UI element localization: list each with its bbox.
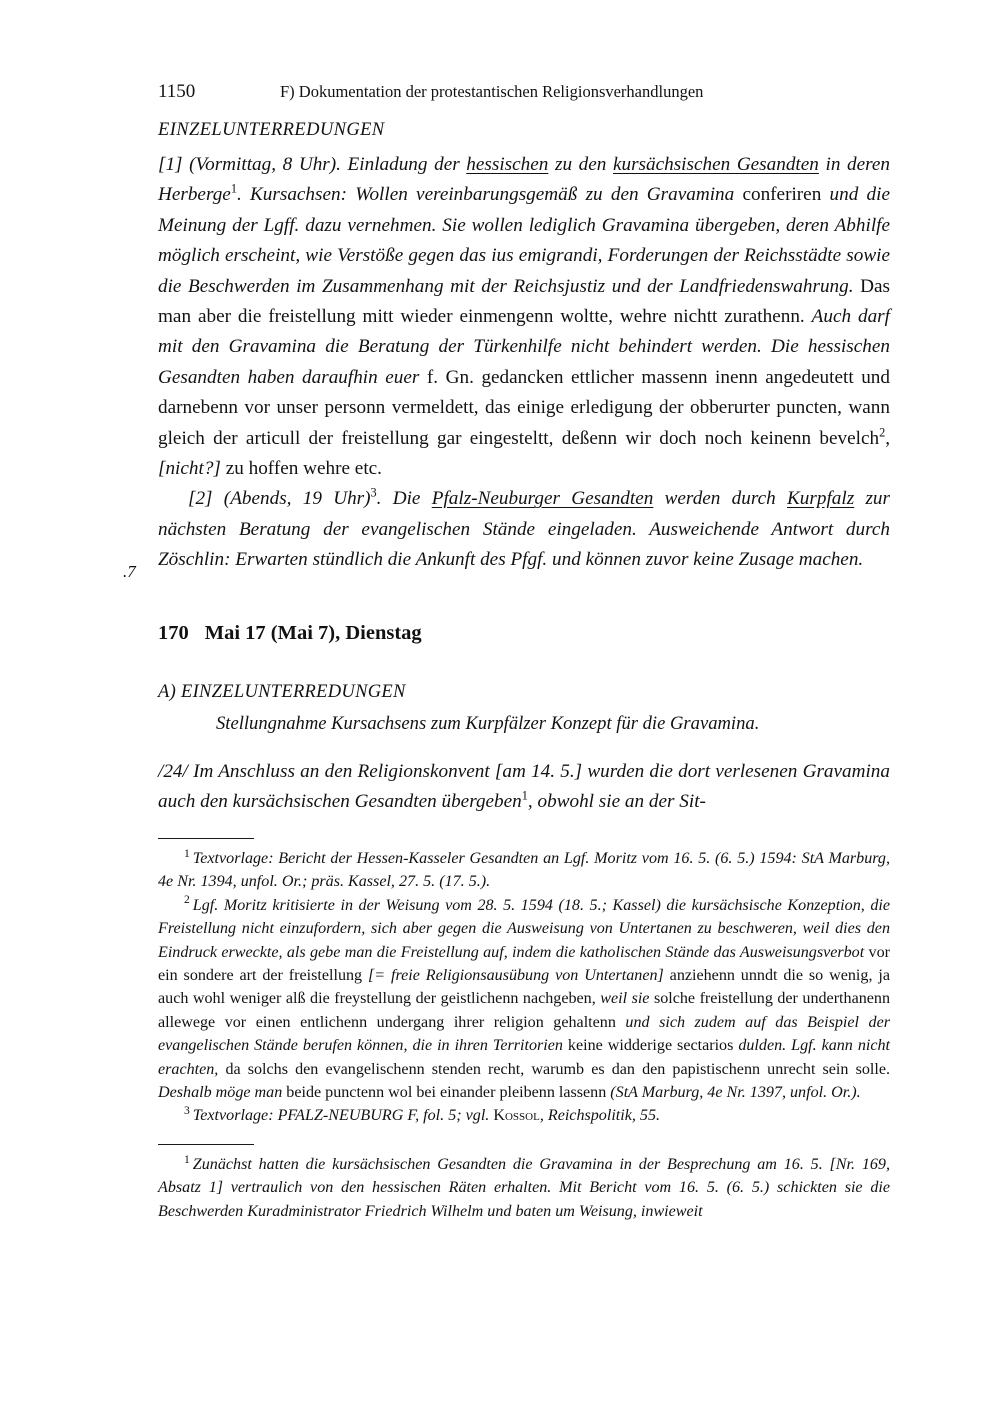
entry-2-mid-3: zur nächsten Beratung der evangelischen Stände eingeladen. Ausweichende Antwort durch Zöschlin: Erwarten stündlich die Ankunft des Pfgf. und können zuvor keine Zusage machen. [158,488,890,571]
footnote-2-roman-3: solche freistellung der underthanenn allewege vor einen entlichenn undergang ihrer religion gehaltenn [158,990,890,1031]
entry-1-underline-2: kursächsischen Gesandten [612,154,819,175]
footnote-3-smallcaps-author: Kossol [493,1107,540,1125]
entry-1-roman-2: Das man aber die freistellung mitt wieder einmengenn woltte, wehre nichtt zurathenn. [158,275,890,328]
footnote-rule-upper [158,838,254,839]
footnote-3-upper [158,1104,890,1127]
entry-2-mid-1: . Die [376,488,432,510]
footnote-3-italic-1: Textvorlage: PFALZ-NEUBURG F, fol. 5; vgl. [192,1107,494,1125]
footnote-marker: 1 [184,1152,190,1166]
entry-1-mid-1: zu den [548,154,613,175]
section-heading-170 [158,622,422,645]
entry-1-italic-4: [nicht?] [158,458,221,480]
subsection-a [158,682,890,818]
footnote-ref-3[interactable]: 3 [370,486,377,501]
subsection-text-2: , obwohl sie an der Sit- [527,791,706,813]
folio-number: 1150 [158,81,196,102]
footnote-2-italic-4: und sich zudem auf das Beispiel der evangelischen Stände berufen können, die in ihren Territorien [158,1013,890,1055]
footnote-2-roman-1: vor ein sondere art der freistellung [158,943,890,985]
footnote-2-italic-6: Deshalb möge man [158,1084,283,1102]
entry-1-roman-3: f. Gn. gedancken ettlicher massenn inenn angedeutett und darnebenn vor unser personn vermeldett, das einige erledigung der obberurter puncten, wann gleich der articull der freistellung gar eingesteltt, deßenn wir doch noch keinenn bevelch [158,366,890,449]
running-head [158,80,888,103]
footnote-block-lower [158,1153,890,1223]
margin-line-mark: .7 [123,562,136,581]
footnote-ref-1[interactable]: 1 [230,182,237,197]
entry-1-roman-4: , [885,427,890,449]
footnote-2-upper [158,894,890,1105]
body-upper [158,120,890,576]
footnote-2-roman-4: keine widderige sectarios [562,1037,739,1055]
entry-1-roman-5: zu hoffen wehre etc. [220,458,382,480]
running-title: F) Dokumentation der protestantischen Religionsverhandlungen [280,82,704,101]
entry-1-paragraph [158,150,890,484]
footnote-marker: 2 [184,893,190,907]
entry-1-italic-2: und die Meinung der Lgff. dazu vernehmen. Sie wollen lediglich Gravamina übergeben, deren Abhilfe möglich erscheint, wie Verstöße gegen das ius emigrandi, Forderungen der Reichsstädte sowie die Beschwerden im Zusammenhang mit der Reichsjustiz und der Landfriedenswahrung. [158,184,890,297]
subsection-text-1: /24/ Im Anschluss an den Religionskonvent [am 14. 5.] wurden die dort verlesenen Gravamina auch den kursächsischen Gesandten übergeben [158,761,890,813]
footnote-text: Zunächst hatten die kursächsischen Gesandten die Gravamina in der Besprechung am 16. 5. [Nr. 169, Absatz 1] vertraulich von den hessischen Räten erhalten. Mit Bericht vom 16. 5. (6. 5.) schickten sie die Beschwerden Kuradministrator Friedrich Wilhelm und baten um Weisung, inwieweit [158,1155,890,1220]
footnote-3-italic-2: , Reichspolitik, 55. [539,1107,661,1125]
footnote-2-roman-5: da solchs den evangelischenn stenden recht, warumb es dan den papistischenn unrecht sein solle. [218,1060,890,1078]
footnote-marker: 3 [184,1104,190,1118]
subsection-regest: Stellungnahme Kursachsens zum Kurpfälzer Konzept für die Gravamina. [216,713,760,734]
footnote-2-italic-2: [= freie Religionsausübung von Untertanen] [368,967,664,985]
subsection-body [158,757,890,818]
footnote-2-italic-5: dulden. Lgf. kann nicht erachten, [158,1037,890,1078]
entry-1-italic-3: Auch darf mit den Gravamina die Beratung der Türkenhilfe nicht behindert werden. Die hessischen Gesandten haben daraufhin euer [158,306,890,388]
footnote-marker: 1 [184,846,190,860]
footnote-1-upper [158,847,890,894]
subsection-label: A) EINZELUNTERREDUNGEN [158,682,406,702]
footnote-rule-lower [158,1144,254,1145]
entry-2-paragraph [158,484,890,575]
footnote-text: Textvorlage: Bericht der Hessen-Kasseler Gesandten an Lgf. Moritz vom 16. 5. (6. 5.) 1594: StA Marburg, 4e Nr. 1394, unfol. Or.; präs. Kassel, 27. 5. (17. 5.). [158,850,890,891]
footnote-2-roman-2: anziehenn unndt die so wenig, ja auch wohl weniger alß die freystellung der geistlichenn nachgeben, [158,967,890,1008]
section-number: 170 [158,622,189,644]
entry-1-lead: [1] (Vormittag, 8 Uhr). Einladung der [158,154,467,175]
entry-2-underline-1: Pfalz-Neuburger Gesandten [431,488,654,510]
section-label-einzelunterredungen: EINZELUNTERREDUNGEN [158,120,385,140]
footnote-1-lower [158,1153,890,1223]
entry-1-mid-2: in deren Herberge [158,154,891,206]
entry-1-italic-1: . Kursachsen: Wollen vereinbarungsgemäß zu den Gravamina [236,184,743,206]
footnote-2-roman-6: beide punctenn wol bei einander pleibenn lassenn [282,1084,611,1102]
footnote-2-italic-3: weil sie [600,990,650,1008]
footnote-block-upper [158,847,890,1128]
entry-1-underline-1: hessischen [466,154,549,175]
entry-2-underline-2: Kurpfalz [787,488,855,510]
entry-1-roman-1: conferiren [742,184,830,206]
footnote-2-italic-1: Lgf. Moritz kritisierte in der Weisung vom 28. 5. 1594 (18. 5.; Kassel) die kursächsische Konzeption, die Freistellung nicht einzufordern, sich aber gegen die Ausweisung von Untertanen zu beschweren, weil dies den Eindruck erweckte, als gebe man die Freistellung auf, indem die katholischen Stände das Ausweisungsverbot [158,896,890,961]
footnote-ref-2[interactable]: 2 [879,425,886,440]
entry-2-mid-2: werden durch [653,488,787,510]
footnote-2-italic-7: (StA Marburg, 4e Nr. 1397, unfol. Or.). [610,1084,861,1102]
footnote-ref-lower-1[interactable]: 1 [521,789,528,804]
section-title: Mai 17 (Mai 7), Dienstag [204,622,422,644]
entry-2-lead: [2] (Abends, 19 Uhr) [188,488,371,510]
footnote-apparatus [158,838,890,1223]
